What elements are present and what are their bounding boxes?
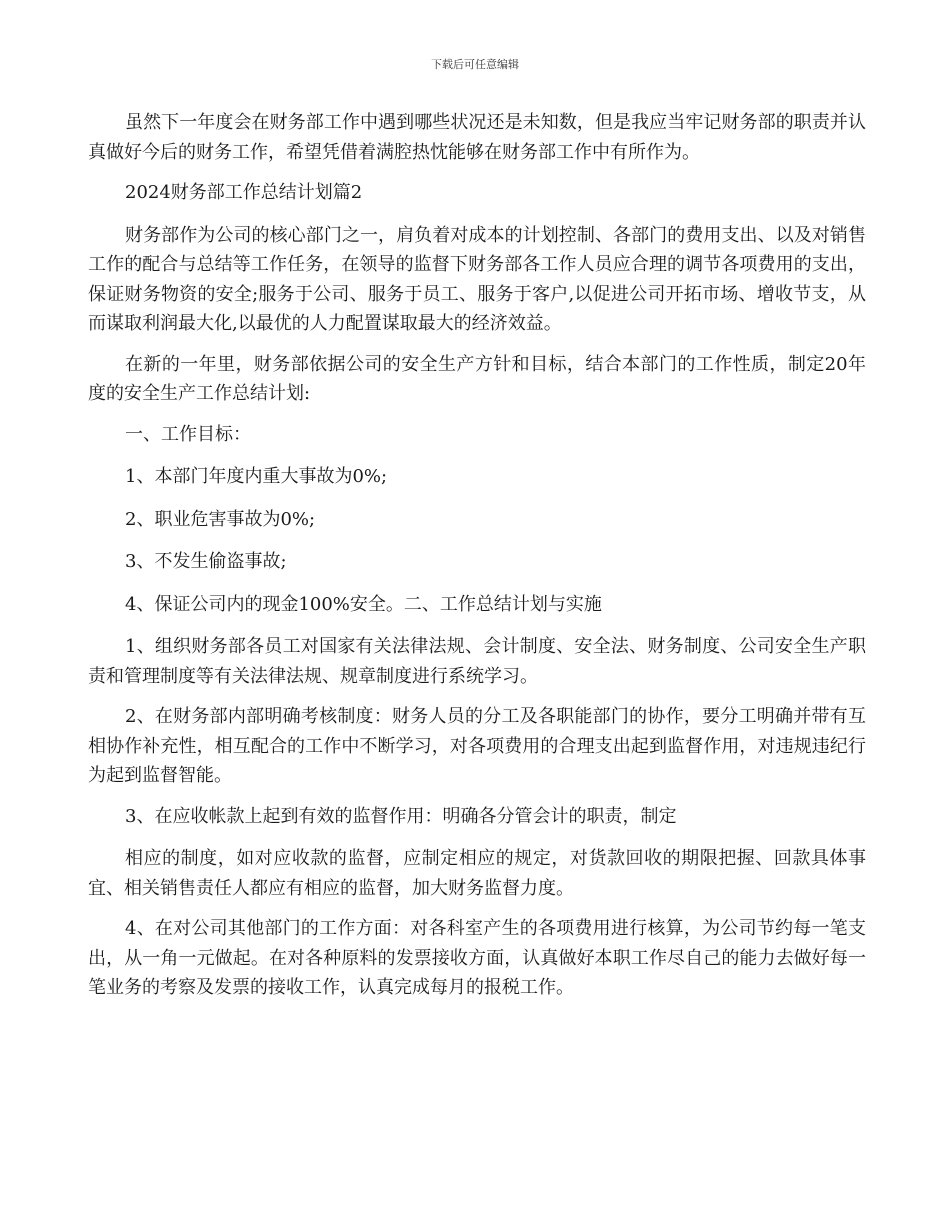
- section-heading: 2024财务部工作总结计划篇2: [125, 182, 363, 203]
- plan-item-2: 2、在财务部内部明确考核制度：财务人员的分工及各职能部门的协作，要分工明确并带有互相协作补充性，相互配合的工作中不断学习，对各项费用的合理支出起到监督作用，对违规违纪行为起到监督智能。: [88, 706, 866, 786]
- goal-item-2: 2、职业危害事故为0%;: [125, 508, 316, 530]
- goal-item-4: 4、保证公司内的现金100%安全。二、工作总结计划与实施: [125, 593, 602, 615]
- plan-item-1: 1、组织财务部各员工对国家有关法律法规、会计制度、安全法、财务制度、公司安全生产职责和管理制度等有关法律法规、规章制度进行系统学习。: [88, 636, 866, 687]
- plan-item-3-continued: 相应的制度，如对应收款的监督，应制定相应的规定，对货款回收的期限把握、回款具体事宜、相关销售责任人都应有相应的监督，加大财务监督力度。: [88, 848, 866, 899]
- page-header-note: 下载后可任意编辑: [431, 58, 519, 71]
- paragraph-new-year-plan: 在新的一年里，财务部依据公司的安全生产方针和目标，结合本部门的工作性质，制定20年度的安全生产工作总结计划:: [88, 353, 866, 404]
- plan-item-3: 3、在应收帐款上起到有效的监督作用：明确各分管会计的职责，制定: [125, 805, 677, 827]
- document-body: [88, 108, 866, 1014]
- plan-item-4: 4、在对公司其他部门的工作方面：对各科室产生的各项费用进行核算，为公司节约每一笔支出，从一角一元做起。在对各种原料的发票接收方面，认真做好本职工作尽自己的能力去做好每一笔业务的考察及发票的接收工作，认真完成每月的报税工作。: [88, 918, 866, 998]
- goal-item-3: 3、不发生偷盗事故;: [125, 551, 287, 572]
- paragraph-closing-remarks: 虽然下一年度会在财务部工作中遇到哪些状况还是未知数，但是我应当牢记财务部的职责并认真做好今后的财务工作，希望凭借着满腔热忱能够在财务部工作中有所作为。: [88, 112, 866, 163]
- goal-item-1: 1、本部门年度内重大事故为0%;: [125, 466, 388, 487]
- goals-heading: 一、工作目标：: [125, 423, 251, 445]
- paragraph-department-role: 财务部作为公司的核心部门之一，肩负着对成本的计划控制、各部门的费用支出、以及对销售工作的配合与总结等工作任务，在领导的监督下财务部各工作人员应合理的调节各项费用的支出，保证财务物资的安全;服务于公司、服务于员工、服务于客户,以促进公司开拓市场、增收节支，从而谋取利润最大化,以最优的人力配置谋取最大的经济效益。: [88, 224, 866, 334]
